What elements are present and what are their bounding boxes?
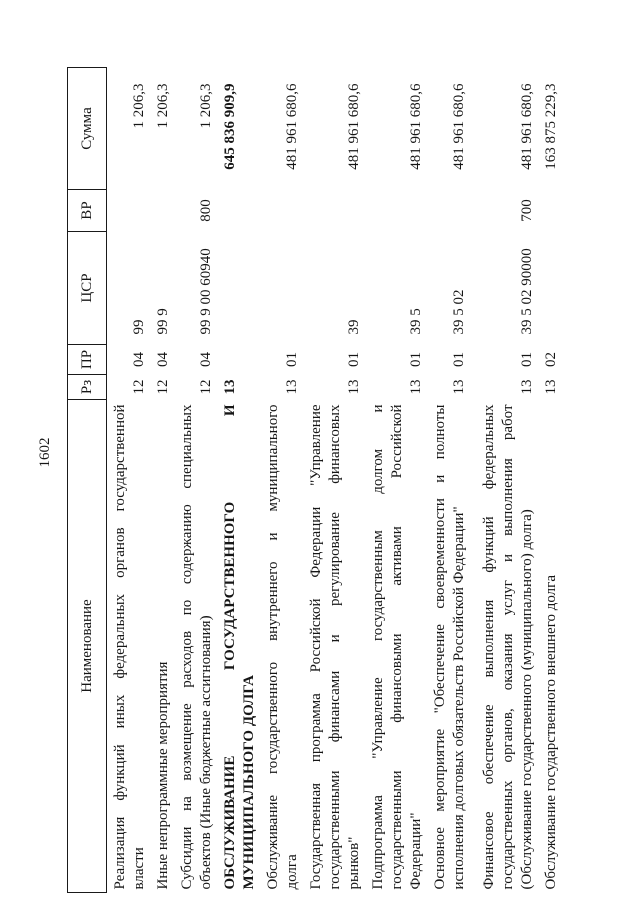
name-line: государственными финансами и регулирование финансовых: [327, 404, 343, 890]
cell-name: [427, 400, 470, 893]
cell-csr: 39 5 02: [451, 289, 467, 335]
name-line: Подпрограмма "Управление государственным долгом и: [370, 404, 386, 890]
cell-pr: [217, 345, 260, 375]
header-row: [68, 68, 107, 893]
name-line: Обслуживание государственного внешнего долга: [543, 575, 559, 890]
cell-vr: [150, 190, 174, 232]
table-row: [427, 68, 470, 893]
cell-vr: 800: [198, 199, 214, 222]
cell-vr: [303, 190, 365, 232]
cell-csr: [260, 232, 303, 345]
cell-pr: 04: [131, 352, 147, 367]
cell-pr: 01: [284, 352, 300, 367]
cell-rz: 13: [451, 379, 467, 395]
cell-pr: 01: [519, 352, 535, 367]
cell-rz: 13: [222, 379, 238, 395]
cell-sum: 645 836 909,9: [222, 83, 238, 170]
cell-pr: 04: [198, 352, 214, 367]
table-row: [365, 68, 427, 893]
name-line: Финансовое обеспечение выполнения функций федеральных: [481, 404, 497, 890]
name-line: Государственная программа Российской Федерации "Управление: [308, 404, 324, 890]
name-line: Основное мероприятие "Обеспечение своевременности и полноты: [432, 404, 448, 890]
cell-sum: 163 875 229,3: [543, 83, 559, 170]
cell-csr: [538, 232, 562, 345]
cell-name: [470, 400, 538, 893]
name-line: долга: [284, 854, 300, 890]
name-line: государственными финансовыми активами Российской: [389, 404, 405, 890]
cell-vr: [260, 190, 303, 232]
cell-pr: 02: [543, 352, 559, 367]
cell-pr: 01: [408, 352, 424, 367]
cell-vr: [217, 190, 260, 232]
cell-sum: 1 206,3: [198, 83, 214, 129]
cell-csr: [217, 232, 260, 345]
header-csr: ЦСР: [68, 232, 107, 345]
table-row: [174, 68, 217, 893]
name-line: Реализация функций иных федеральных органов государственной: [112, 404, 128, 890]
cell-name: [150, 400, 174, 893]
name-line: объектов (Иные бюджетные ассигнования): [198, 615, 214, 890]
header-pr: ПР: [68, 345, 107, 375]
cell-vr: [427, 190, 470, 232]
table-row: [260, 68, 303, 893]
cell-sum: 481 961 680,6: [284, 83, 300, 170]
cell-sum: 1 206,3: [131, 83, 147, 129]
name-line: Федерации": [408, 812, 424, 890]
table-header: [68, 68, 107, 893]
name-line: ОБСЛУЖИВАНИЕ ГОСУДАРСТВЕННОГО И: [222, 404, 238, 890]
cell-csr: 99: [131, 319, 147, 335]
cell-rz: 13: [346, 379, 362, 395]
cell-vr: [107, 190, 151, 232]
cell-name: [217, 400, 260, 893]
name-line: государственных органов, оказания услуг и выполнения работ: [500, 404, 516, 890]
cell-vr: [538, 190, 562, 232]
name-line: Иные непрограммные мероприятия: [155, 661, 171, 890]
name-line: Субсидии на возмещение расходов по содержанию специальных: [179, 404, 195, 890]
cell-sum: 481 961 680,6: [408, 83, 424, 170]
cell-sum: 481 961 680,6: [346, 83, 362, 170]
cell-sum: 481 961 680,6: [519, 83, 535, 170]
cell-csr: 39: [346, 319, 362, 335]
cell-name: [260, 400, 303, 893]
cell-rz: 13: [408, 379, 424, 395]
cell-rz: 13: [519, 379, 535, 395]
cell-rz: 13: [284, 379, 300, 395]
header-rz: Рз: [68, 375, 107, 400]
cell-pr: 01: [451, 352, 467, 367]
name-line: исполнения долговых обязательств Российской Федерации": [451, 506, 467, 890]
header-vr: ВР: [68, 190, 107, 232]
cell-rz: 12: [131, 379, 147, 395]
cell-sum: 481 961 680,6: [451, 83, 467, 170]
cell-rz: 12: [155, 379, 171, 395]
table-row: [107, 68, 151, 893]
table-row: [538, 68, 562, 893]
cell-name: [174, 400, 217, 893]
cell-csr: 39 5: [408, 308, 424, 335]
table-row: [303, 68, 365, 893]
budget-table: [67, 67, 562, 893]
cell-csr: 99 9: [155, 308, 171, 335]
cell-csr: 99 9 00 60940: [198, 248, 214, 335]
table-row: [217, 68, 260, 893]
page-number: 1602: [37, 437, 53, 468]
cell-name: [365, 400, 427, 893]
cell-rz: 12: [198, 379, 214, 395]
cell-pr: 01: [346, 352, 362, 367]
cell-name: [107, 400, 151, 893]
cell-rz: 13: [543, 379, 559, 395]
cell-pr: 04: [155, 352, 171, 367]
header-sum: Сумма: [68, 68, 107, 190]
name-line: власти: [131, 847, 147, 890]
table-row: [470, 68, 538, 893]
cell-name: [538, 400, 562, 893]
name-line: Обслуживание государственного внутреннего и муниципального: [265, 404, 281, 890]
name-line: рынков": [346, 836, 362, 890]
cell-sum: 1 206,3: [155, 83, 171, 129]
cell-vr: [365, 190, 427, 232]
table-row: [150, 68, 174, 893]
cell-csr: 39 5 02 90000: [519, 248, 535, 335]
cell-name: [303, 400, 365, 893]
header-name: Наименование: [68, 400, 107, 893]
name-line: (Обслуживание государственного (муниципального) долга): [519, 509, 535, 890]
cell-vr: 700: [519, 199, 535, 222]
name-line: МУНИЦИПАЛЬНОГО ДОЛГА: [241, 674, 257, 890]
table-body: [107, 68, 563, 893]
